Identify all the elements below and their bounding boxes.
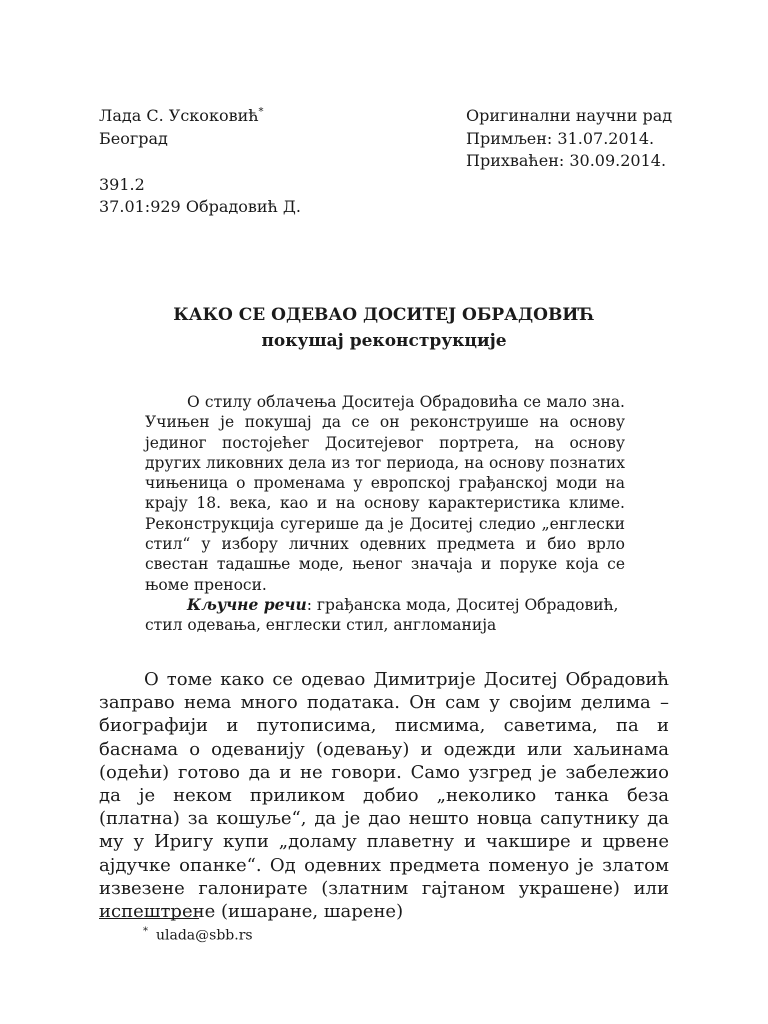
footnote — [143, 922, 253, 946]
footnote-ref-mark[interactable]: * — [258, 106, 264, 118]
footnote-separator — [99, 918, 199, 919]
keywords-list: : грађанска мода, Доситеј Обрадовић, стил одевања, енглески стил, англоманија — [145, 595, 619, 635]
udc-code-2: 37.01:929 Обрадовић Д. — [99, 197, 301, 216]
author-name — [99, 105, 264, 127]
author-city: Београд — [99, 129, 168, 148]
body-paragraph: О томе како се одевао Димитрије Доситеј Обрадовић заправо нема много података. Он сам у својим делима – биографији и путописима, писмима, саветима, па и баснама о одеванију (одевању) и одежди или хаљинама (одећи) готово да и не говори. Само узгред је забележио да је неком приликом добио „неколико танка безa (платна) за кошуље“, да је дао нешто новца сапутнику да му у Иригу купи „доламу плаветну и чакшире и црвене ајдучке опанке“. Од одевних предмета поменуо је златом извезене галонирате (златним гајтаном украшене) или испештрене (ишаране, шарене) — [99, 669, 669, 923]
article-title: КАКО СЕ ОДЕВАО ДОСИТЕЈ ОБРАДОВИЋ — [173, 305, 595, 325]
accepted-date: Прихваћен: 30.09.2014. — [466, 151, 667, 170]
article-subtitle: покушај реконструкције — [261, 331, 507, 351]
author-name-text: Лада С. Ускоковић — [99, 106, 259, 125]
paper-type: Оригинални научни рад — [466, 106, 673, 125]
udc-code-1: 391.2 — [99, 175, 145, 194]
received-date: Примљен: 31.07.2014. — [466, 129, 655, 148]
footnote-mark: * — [143, 926, 148, 937]
footnote-email[interactable]: ulada@sbb.rs — [156, 927, 253, 944]
body-text — [99, 668, 669, 923]
keywords-label: Кључне речи — [187, 594, 307, 614]
abstract-text: О стилу облачења Доситеја Обрадовића се мало зна. Учињен је покушај да се он реконструише на основу јединог постојећег Доситејевог портрета, на основу других ликовних дела из тог периода, на основу познатих чињеница о променама у европској грађанској моди на крају 18. века, као и на основу карактеристика климе. Реконструкција сугерише да је Доситеј следио „енглески стил“ у избору личних одевних предмета и био врло свестан тадашње моде, њеног значаја и поруке која се њоме преноси. — [145, 393, 625, 594]
keywords — [145, 595, 625, 636]
abstract — [145, 392, 625, 636]
